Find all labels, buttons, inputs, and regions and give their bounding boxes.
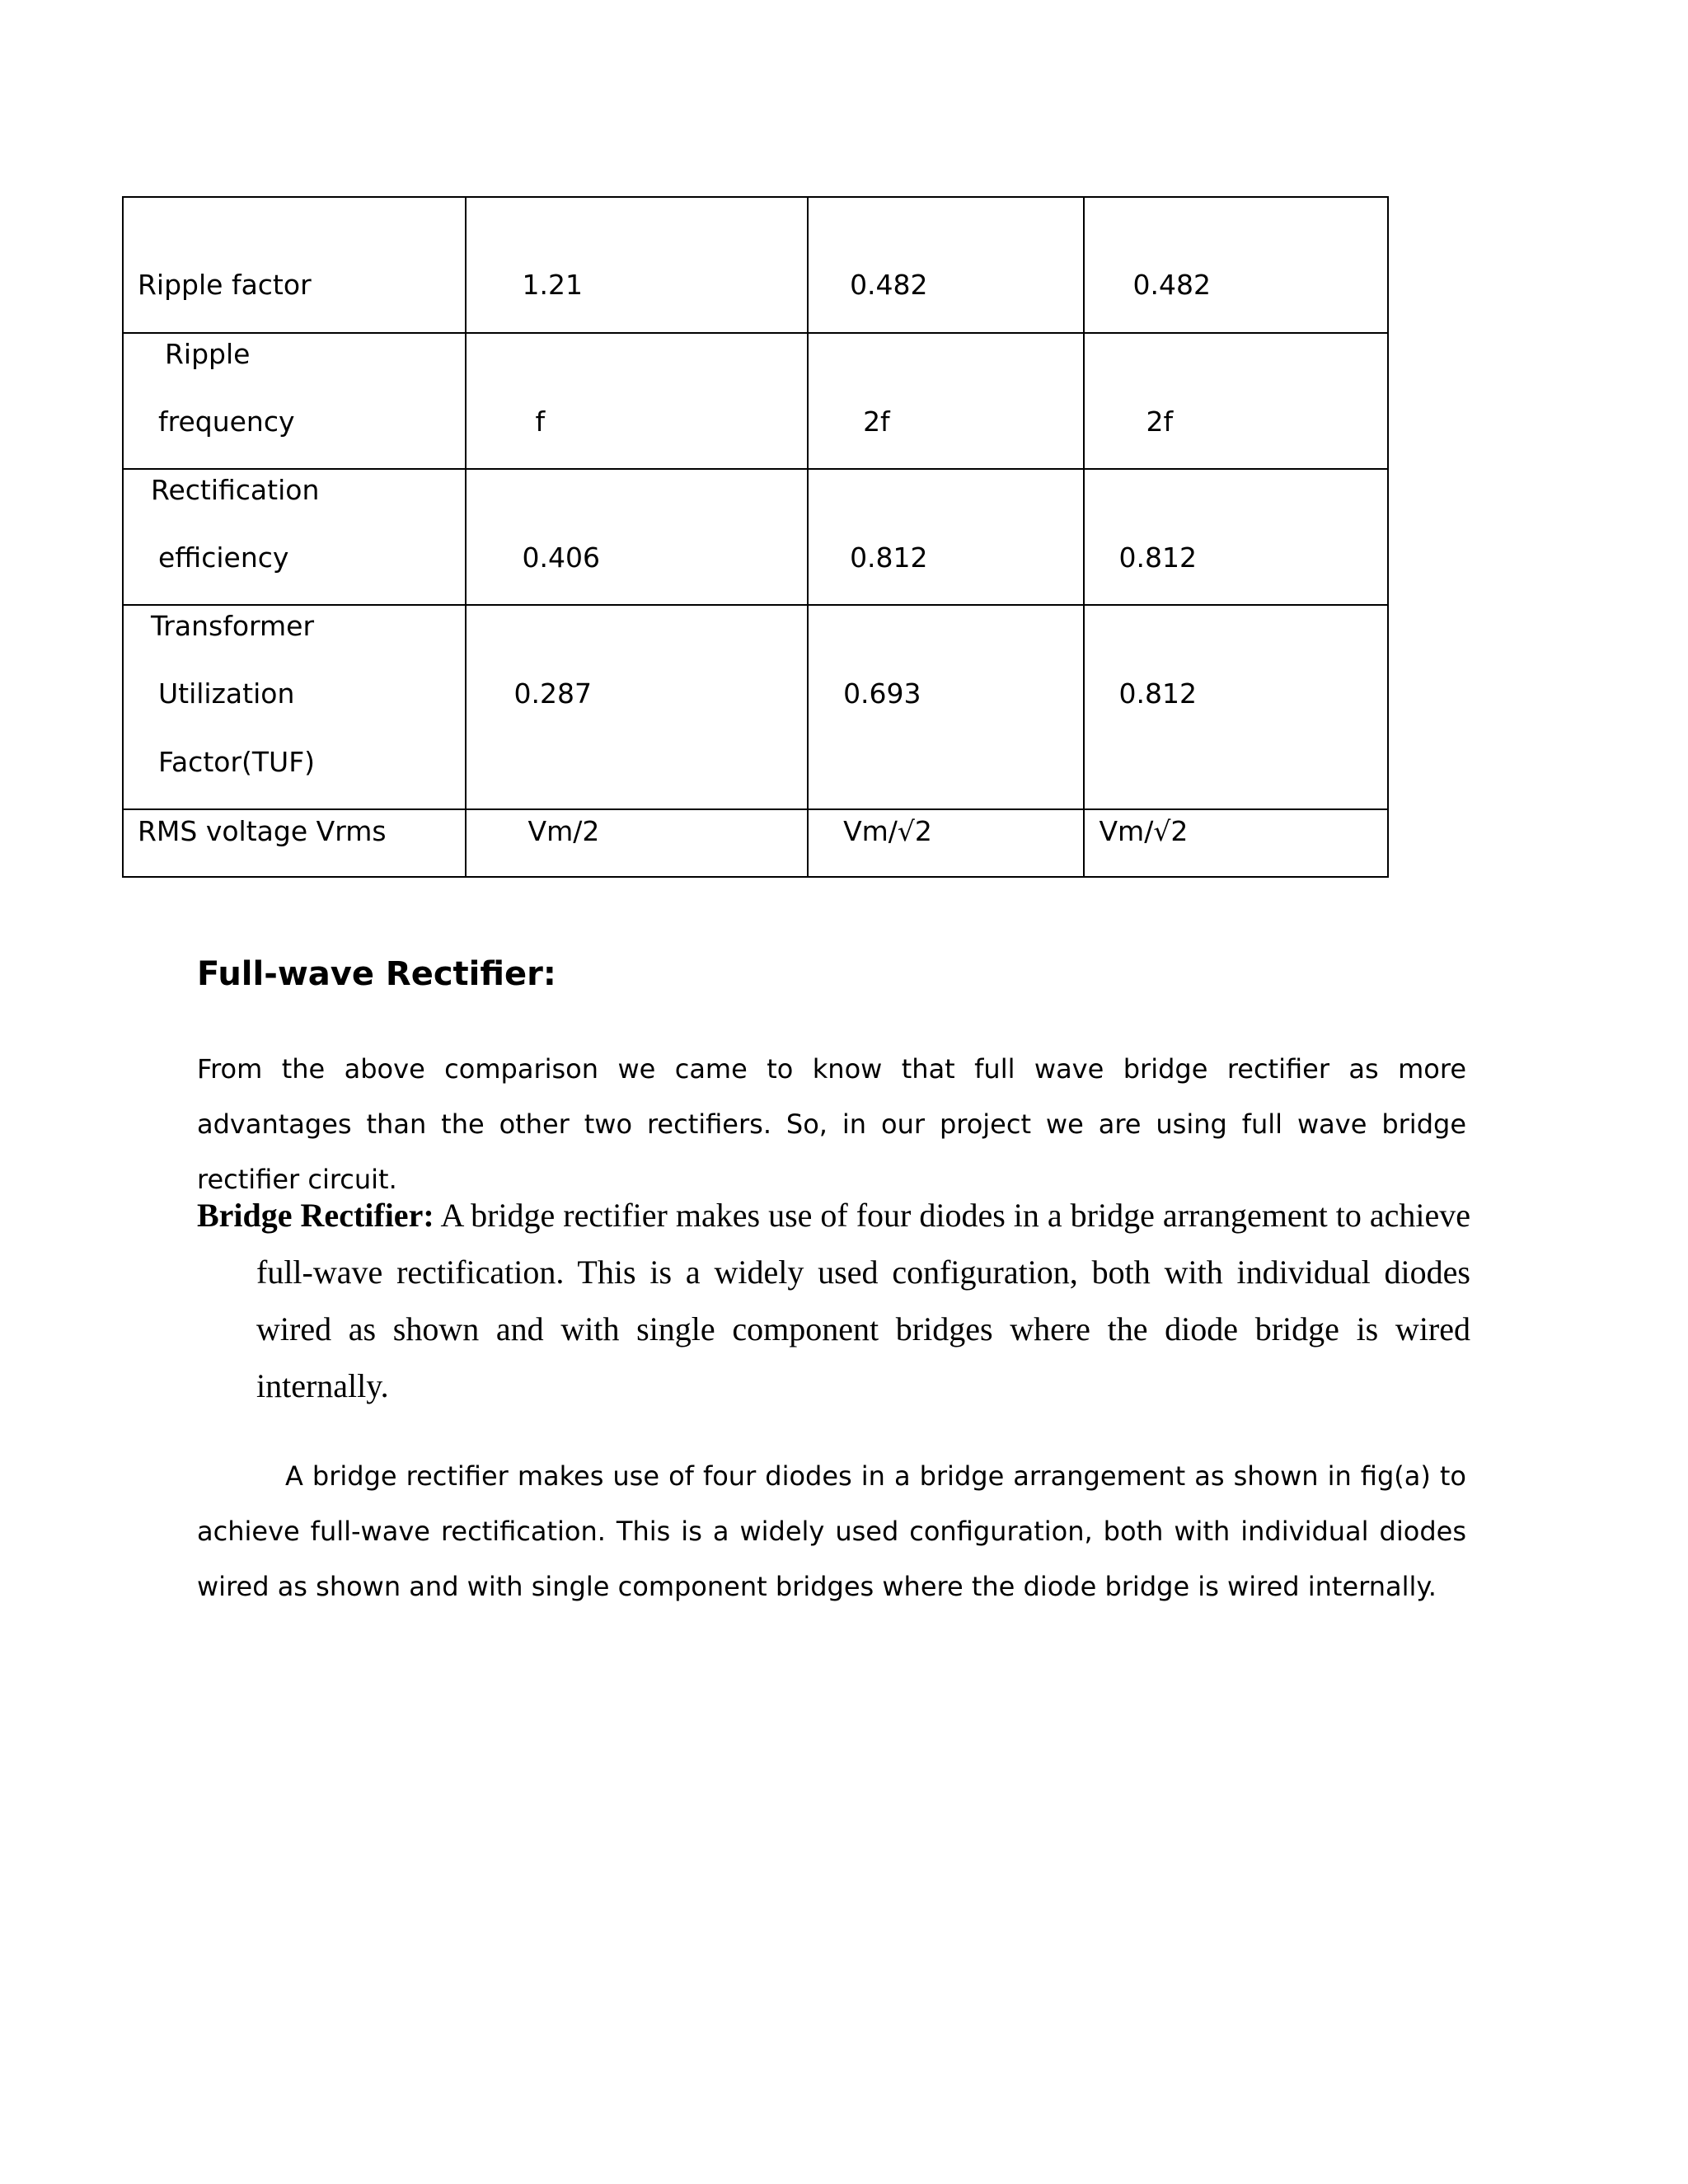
row-label: efficiency [158,541,289,574]
comparison-table [122,196,1389,878]
table-row [123,469,1388,605]
value: 0.812 [1118,677,1197,710]
value-cell [466,333,809,469]
table-row [123,605,1388,809]
row-label: Rectification [151,474,320,506]
value: 0.482 [850,269,928,301]
row-label: Ripple factor [138,269,312,301]
value-cell [1084,605,1388,809]
value-cell [808,809,1084,877]
value: Vm/2 [528,815,600,847]
value-cell [466,605,809,809]
value: 0.287 [513,677,593,710]
detail-paragraph: A bridge rectifier makes use of four diodes in a bridge arrangement as shown in fig(a) to achieve full-wave rectification. This is a widely used configuration, both with individual diodes wired as shown and with single component bridges where the diode bridge is wired internally. [197,1460,1466,1602]
value: Vm/√2 [1099,815,1189,847]
value: 0.693 [843,677,921,710]
value-cell [808,197,1084,333]
value: 2f [1146,405,1174,438]
row-label: RMS voltage Vrms [138,815,387,847]
row-label-cell [123,197,466,333]
row-label: Factor(TUF) [158,746,316,778]
row-label: Utilization [158,677,295,710]
bridge-rectifier-label: Bridge Rectifier: [197,1197,434,1234]
table-row [123,809,1388,877]
value-cell [808,469,1084,605]
value-cell [466,197,809,333]
value: 0.812 [850,541,928,574]
table-row [123,197,1388,333]
table-row [123,333,1388,469]
value: f [535,405,546,438]
row-label-cell [123,809,466,877]
value-cell [1084,469,1388,605]
value: 1.21 [522,269,584,301]
value-cell [466,469,809,605]
row-label-cell [123,605,466,809]
row-label-cell [123,333,466,469]
value: 0.482 [1132,269,1211,301]
value-cell [1084,333,1388,469]
intro-paragraph: From the above comparison we came to know that full wave bridge rectifier as more advantages than the other two rectifiers. So, in our project we are using full wave bridge rectifier circuit. [197,1053,1466,1195]
value-cell [808,605,1084,809]
value-cell [466,809,809,877]
value: 2f [863,405,890,438]
section-title: Full-wave Rectifier: [197,955,556,993]
value: 0.406 [522,541,601,574]
row-label: frequency [158,405,295,438]
value: 0.812 [1118,541,1197,574]
row-label: Transformer [151,610,315,642]
value-cell [808,333,1084,469]
value-cell [1084,197,1388,333]
row-label: Ripple [165,338,251,370]
value: Vm/√2 [843,815,932,847]
bridge-rectifier-text: A bridge rectifier makes use of four diodes in a bridge arrangement to achieve full-wave rectification. This is a widely used configuration, both with individual diodes wired as shown and with single component bridges where the diode bridge is wired internally. [256,1197,1470,1404]
row-label-cell [123,469,466,605]
bridge-rectifier-paragraph [197,1187,1470,1414]
value-cell [1084,809,1388,877]
